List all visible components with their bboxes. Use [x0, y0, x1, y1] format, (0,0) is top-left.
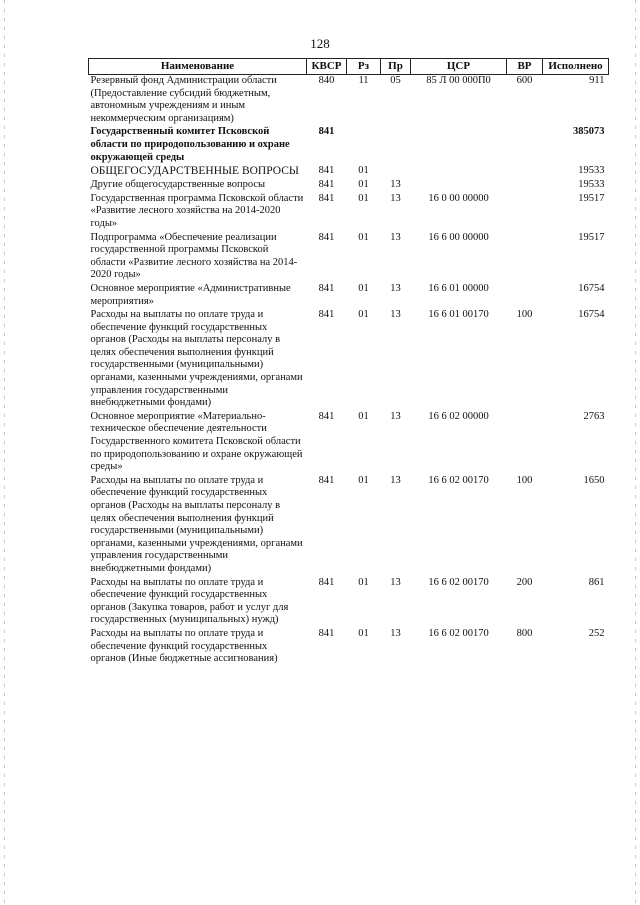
- cell-vr: [507, 126, 543, 165]
- cell-executed: 911: [589, 75, 605, 86]
- table-body: [89, 75, 609, 667]
- cell-csr: 16 6 02 00170: [428, 576, 489, 588]
- cell-vr: [507, 232, 543, 283]
- cell-vr: 200: [516, 576, 533, 588]
- cell-kvsr: 841: [318, 231, 335, 243]
- cell-name: Расходы на выплаты по оплате труда и обеспечение функций государственных органов (Расходы на выплаты персоналу в целях обеспечения выполнения функций государственными (муниципальными) органами, казенными учреждениями, органами управления государственными внебюджетными фондами): [90, 309, 303, 409]
- table-row: [89, 75, 609, 127]
- header-name: Наименование: [89, 59, 307, 75]
- cell-name: Основное мероприятие «Материально-техническое обеспечение деятельности Государственного комитета Псковской области по природопользованию и охране окружающей среды»: [90, 410, 303, 473]
- table-row: [89, 232, 609, 283]
- cell-rz: 11: [358, 75, 369, 86]
- cell-executed: 19517: [578, 192, 605, 204]
- cell-rz: 01: [358, 576, 369, 588]
- cell-vr: [507, 165, 543, 179]
- header-pr: Пр: [381, 59, 411, 75]
- cell-pr: 13: [390, 192, 401, 204]
- cell-rz: 01: [358, 410, 369, 422]
- table-row: [89, 309, 609, 411]
- page-number: 128: [310, 36, 330, 51]
- cell-executed: 19517: [578, 231, 605, 243]
- cell-pr: 13: [390, 231, 401, 243]
- header-vr: ВР: [507, 59, 543, 75]
- cell-executed: 385073: [573, 126, 605, 138]
- cell-executed: 861: [588, 576, 605, 588]
- cell-rz: 01: [358, 231, 369, 243]
- cell-vr: [507, 411, 543, 475]
- header-csr: ЦСР: [411, 59, 507, 75]
- cell-vr: 600: [516, 75, 533, 86]
- cell-name: Основное мероприятие «Административные мероприятия»: [90, 282, 291, 307]
- cell-csr: 16 6 02 00000: [428, 410, 489, 422]
- cell-rz: 01: [358, 474, 369, 486]
- cell-rz: 01: [358, 179, 369, 191]
- cell-name: Государственная программа Псковской области «Развитие лесного хозяйства на 2014-2020 годы»: [90, 192, 304, 229]
- cell-rz: 01: [358, 165, 369, 177]
- header-kvsr: КВСР: [307, 59, 347, 75]
- cell-rz: 01: [358, 627, 369, 639]
- cell-kvsr: 841: [318, 627, 335, 639]
- table-row: [89, 475, 609, 577]
- cell-vr: [507, 283, 543, 309]
- cell-rz: 01: [358, 282, 369, 294]
- cell-name: Расходы на выплаты по оплате труда и обеспечение функций государственных органов (Закупка товаров, работ и услуг для государственных (муниципальных) нужд): [90, 576, 289, 626]
- cell-pr: 13: [390, 410, 401, 422]
- cell-pr: 13: [390, 627, 401, 639]
- cell-csr: [411, 126, 507, 165]
- budget-execution-table: [88, 58, 609, 667]
- table-row: [89, 283, 609, 309]
- cell-rz: [347, 126, 381, 165]
- cell-vr: 100: [516, 309, 533, 321]
- budget-table-container: [88, 58, 608, 667]
- table-row: [89, 411, 609, 475]
- cell-kvsr: 841: [318, 410, 335, 422]
- cell-vr: [507, 179, 543, 193]
- cell-kvsr: 841: [318, 192, 335, 204]
- cell-pr: 13: [390, 179, 401, 191]
- cell-pr: [381, 165, 411, 179]
- table-row: [89, 628, 609, 667]
- cell-csr: 16 6 02 00170: [428, 474, 489, 486]
- cell-executed: 19533: [578, 165, 605, 177]
- cell-name: Расходы на выплаты по оплате труда и обеспечение функций государственных органов (Иные бюджетные ассигнования): [90, 627, 278, 665]
- table-row: [89, 126, 609, 165]
- cell-kvsr: 841: [318, 126, 335, 138]
- cell-csr: 16 6 02 00170: [428, 627, 489, 639]
- cell-csr: [411, 179, 507, 193]
- cell-pr: [381, 126, 411, 165]
- cell-executed: 2763: [583, 410, 605, 422]
- cell-csr: 16 6 01 00170: [428, 309, 489, 321]
- cell-pr: 13: [390, 282, 401, 294]
- cell-executed: 16754: [578, 282, 605, 294]
- table-row: [89, 193, 609, 232]
- cell-name: Другие общегосударственные вопросы: [90, 179, 266, 191]
- cell-kvsr: 841: [318, 474, 335, 486]
- cell-pr: 05: [390, 75, 401, 86]
- cell-kvsr: 841: [318, 309, 335, 321]
- cell-csr: 16 0 00 00000: [428, 192, 489, 204]
- scan-right-edge: [635, 0, 636, 905]
- cell-vr: [507, 193, 543, 232]
- cell-vr: 800: [516, 627, 533, 639]
- cell-kvsr: 840: [318, 75, 335, 86]
- table-row: [89, 179, 609, 193]
- header-rz: Рз: [347, 59, 381, 75]
- cell-pr: 13: [390, 576, 401, 588]
- table-row: [89, 165, 609, 179]
- cell-csr: [411, 165, 507, 179]
- scan-left-edge: [4, 0, 5, 905]
- cell-executed: 16754: [578, 309, 605, 321]
- cell-rz: 01: [358, 309, 369, 321]
- cell-name: Расходы на выплаты по оплате труда и обеспечение функций государственных органов (Расходы на выплаты персоналу в целях обеспечения выполнения функций государственными (муниципальными) органами, казенными учреждениями, органами управления государственными внебюджетными фондами): [90, 474, 303, 574]
- cell-executed: 252: [588, 627, 605, 639]
- cell-name: Государственный комитет Псковской области по природопользованию и охране окружающей среды: [90, 126, 290, 163]
- cell-kvsr: 841: [318, 576, 335, 588]
- cell-pr: 13: [390, 474, 401, 486]
- cell-pr: 13: [390, 309, 401, 321]
- cell-csr: 85 Л 00 000П0: [426, 75, 491, 86]
- header-executed: Исполнено: [543, 59, 609, 75]
- cell-csr: 16 6 00 00000: [428, 231, 489, 243]
- cell-rz: 01: [358, 192, 369, 204]
- cell-kvsr: 841: [318, 179, 335, 191]
- cell-name: Подпрограмма «Обеспечение реализации государственной программы Псковской области «Развитие лесного хозяйства на 2014-2020 годы»: [90, 231, 298, 281]
- cell-executed: 19533: [578, 179, 605, 191]
- table-header-row: [89, 59, 609, 75]
- cell-csr: 16 6 01 00000: [428, 282, 489, 294]
- table-row: [89, 577, 609, 628]
- cell-name: ОБЩЕГОСУДАРСТВЕННЫЕ ВОПРОСЫ: [90, 165, 299, 178]
- cell-kvsr: 841: [318, 282, 335, 294]
- cell-name: Резервный фонд Администрации области (Предоставление субсидий бюджетным, автономным учреждениям и иным некоммерческим организациям): [90, 75, 277, 124]
- cell-vr: 100: [516, 474, 533, 486]
- cell-executed: 1650: [583, 474, 605, 486]
- cell-kvsr: 841: [318, 165, 335, 177]
